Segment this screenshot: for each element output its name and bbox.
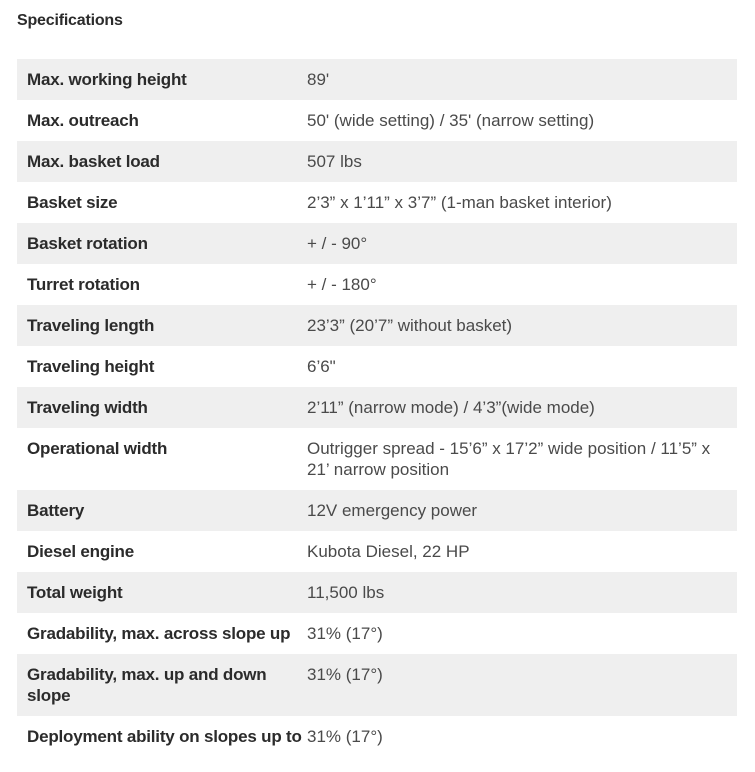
spec-label: Deployment ability on slopes up to (27, 727, 302, 746)
spec-row (17, 182, 737, 223)
spec-value: 11,500 lbs (307, 583, 385, 602)
spec-row (17, 572, 737, 613)
spec-label: Basket rotation (27, 234, 148, 253)
spec-value: 2’11” (narrow mode) / 4’3”(wide mode) (307, 398, 595, 417)
spec-label: Traveling height (27, 357, 155, 376)
spec-row (17, 716, 737, 757)
spec-row (17, 59, 737, 100)
spec-row (17, 223, 737, 264)
spec-label: Max. outreach (27, 111, 139, 130)
spec-value: 31% (17°) (307, 727, 383, 746)
spec-value: 507 lbs (307, 152, 362, 171)
spec-value: 23’3” (20’7” without basket) (307, 316, 513, 335)
section-title: Specifications (17, 12, 123, 29)
spec-value: + / - 180° (307, 275, 377, 294)
spec-value: Kubota Diesel, 22 HP (307, 542, 470, 561)
spec-value: 89' (307, 70, 330, 89)
spec-value: 31% (17°) (307, 624, 383, 643)
spec-row (17, 346, 737, 387)
specifications-table (17, 59, 737, 757)
spec-value: 31% (17°) (307, 665, 383, 684)
spec-row (17, 141, 737, 182)
spec-row (17, 613, 737, 654)
spec-label: Diesel engine (27, 542, 134, 561)
spec-label: Total weight (27, 583, 123, 602)
spec-value: 12V emergency power (307, 501, 478, 520)
spec-row (17, 654, 737, 716)
spec-row (17, 264, 737, 305)
spec-row (17, 100, 737, 141)
spec-label: Traveling width (27, 398, 148, 417)
spec-label: Gradability, max. across slope up (27, 624, 291, 643)
spec-label: Operational width (27, 439, 168, 458)
spec-row (17, 305, 737, 346)
spec-value: 6’6" (307, 357, 336, 376)
spec-row (17, 428, 737, 490)
spec-row (17, 387, 737, 428)
spec-label: Gradability, max. up and down slope (27, 665, 267, 705)
spec-value: Outrigger spread - 15’6” x 17’2” wide position / 11’5” x 21’ narrow position (307, 439, 711, 479)
spec-label: Battery (27, 501, 85, 520)
spec-label: Max. basket load (27, 152, 160, 171)
spec-label: Basket size (27, 193, 118, 212)
spec-value: 50' (wide setting) / 35' (narrow setting) (307, 111, 595, 130)
spec-row (17, 531, 737, 572)
spec-value: 2’3” x 1’11” x 3’7” (1-man basket interior) (307, 193, 612, 212)
spec-label: Traveling length (27, 316, 155, 335)
spec-label: Turret rotation (27, 275, 140, 294)
spec-label: Max. working height (27, 70, 187, 89)
spec-row (17, 490, 737, 531)
spec-value: + / - 90° (307, 234, 368, 253)
